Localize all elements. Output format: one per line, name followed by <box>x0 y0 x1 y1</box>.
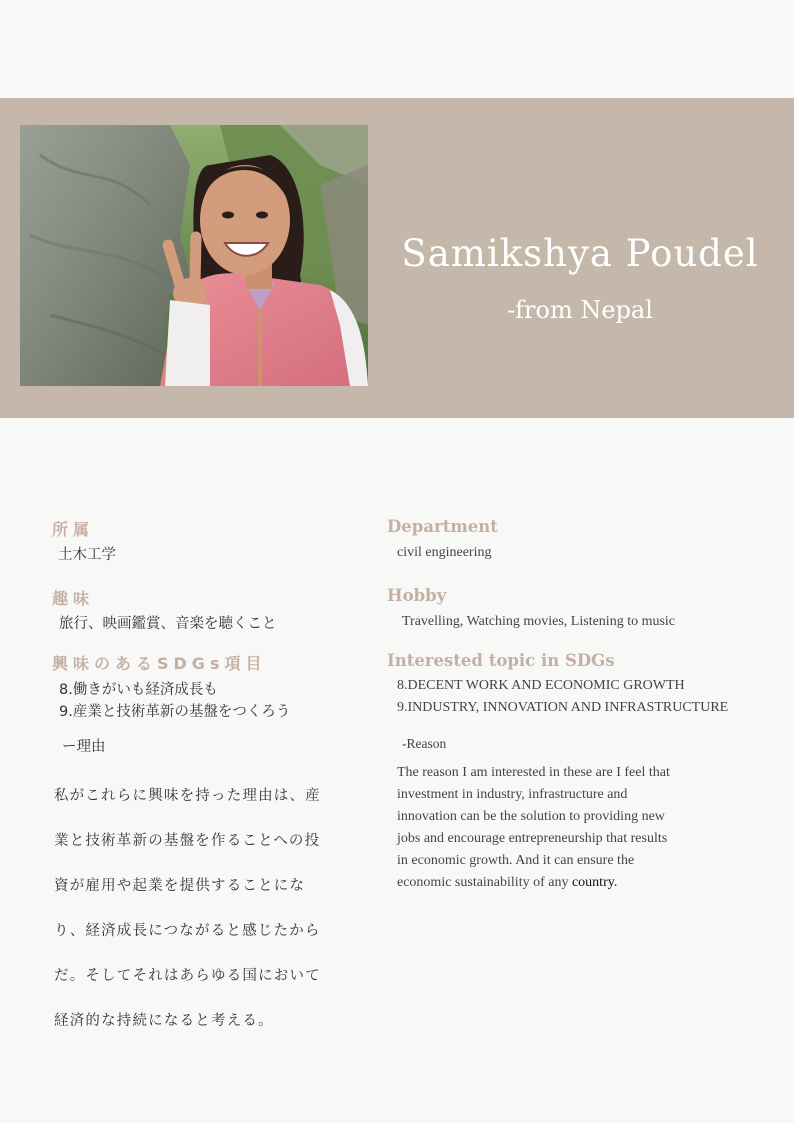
person-origin: -from Nepal <box>507 296 653 324</box>
sdgs-heading-jp: 興味のあるSDGs項目 <box>52 654 267 673</box>
hobby-value-jp: 旅行、映画鑑賞、音楽を聴くこと <box>59 616 277 632</box>
reason-line-jp: 業と技術革新の基盤を作ることへの投 <box>54 832 321 849</box>
reason-line: The reason I am interested in these are I feel that <box>397 765 670 780</box>
hobby-value: Travelling, Watching movies, Listening to music <box>402 614 676 629</box>
sdgs-item-jp: 8.働きがいも経済成長も <box>59 682 218 698</box>
reason-label: -Reason <box>402 736 447 751</box>
profile-photo-illustration <box>20 125 368 386</box>
sdgs-item: 9.INDUSTRY, INNOVATION AND INFRASTRUCTURE <box>397 700 729 715</box>
reason-label-jp: ー理由 <box>62 739 106 755</box>
reason-line-jp: り、経済成長につながると感じたから <box>54 922 321 939</box>
header-banner <box>0 98 794 418</box>
reason-paragraph-jp <box>54 762 334 1055</box>
reason-line: economic sustainability of any <box>397 875 572 890</box>
profile-photo <box>20 125 368 386</box>
affiliation-value-jp: 土木工学 <box>58 547 116 563</box>
reason-line: innovation can be the solution to providing new <box>397 809 665 824</box>
reason-paragraph <box>397 762 737 894</box>
reason-line-jp: だ。そしてそれはあらゆる国において <box>54 967 321 984</box>
reason-line-last <box>397 872 737 894</box>
hobby-heading-jp: 趣味 <box>52 589 95 608</box>
sdgs-item-jp: 9.産業と技術革新の基盤をつくろう <box>59 704 291 720</box>
sdgs-heading: Interested topic in SDGs <box>387 651 615 670</box>
department-heading: Department <box>387 517 498 536</box>
reason-line: investment in industry, infrastructure and <box>397 787 628 802</box>
hobby-heading: Hobby <box>387 586 447 605</box>
reason-line: in economic growth. And it can ensure the <box>397 853 635 868</box>
reason-line: jobs and encourage entrepreneurship that results <box>397 831 668 846</box>
reason-line-jp: 資が雇用や起業を提供することにな <box>54 877 306 894</box>
sdgs-item: 8.DECENT WORK AND ECONOMIC GROWTH <box>397 678 685 693</box>
person-name: Samikshya Poudel <box>401 232 759 275</box>
reason-last-word: country. <box>571 875 618 890</box>
reason-line-jp: 私がこれらに興味を持った理由は、産 <box>54 787 321 804</box>
department-value: civil engineering <box>397 545 492 560</box>
reason-line-jp: 経済的な持続になると考える。 <box>54 1012 274 1029</box>
affiliation-heading-jp: 所属 <box>52 520 95 539</box>
